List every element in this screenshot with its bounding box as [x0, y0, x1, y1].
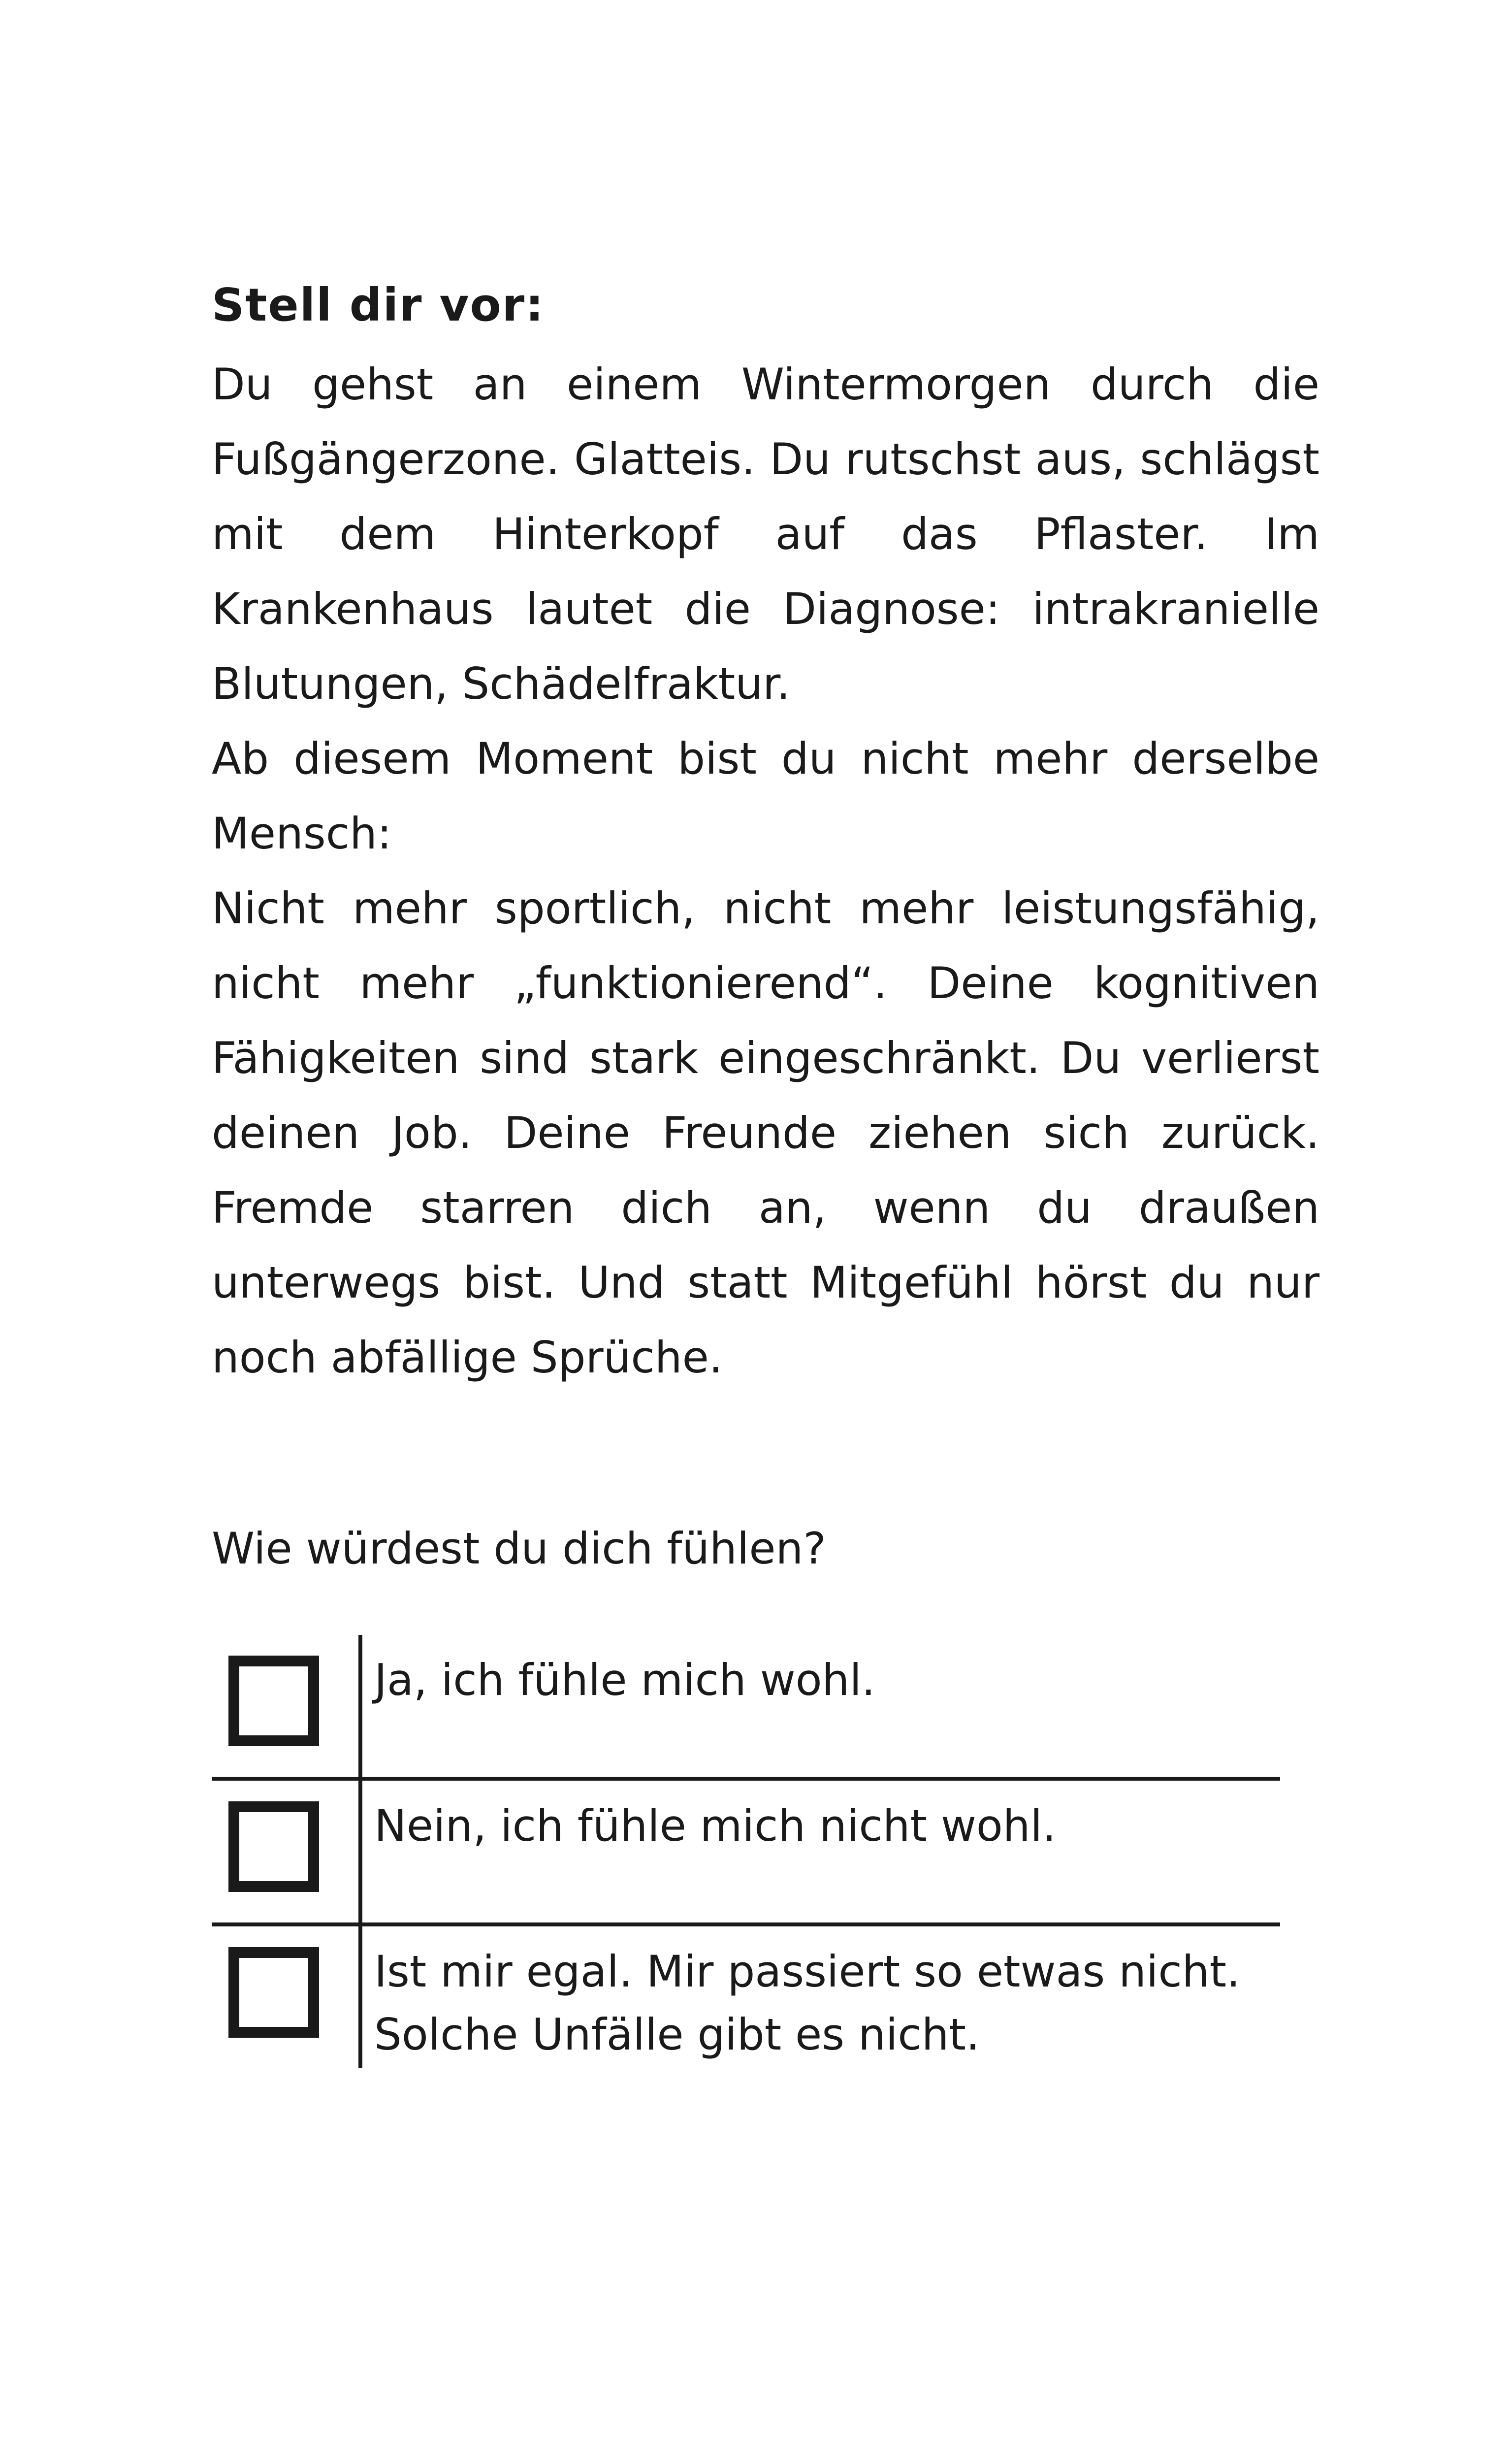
- option-row-3: [212, 1922, 1280, 2068]
- option-row-2: [212, 1777, 1280, 1922]
- option-label-2: Nein, ich fühle mich nicht wohl.: [374, 1800, 1056, 1851]
- checkbox-option-3[interactable]: [228, 1947, 319, 2038]
- checkbox-cell: [212, 1781, 362, 1922]
- paragraph-3: Nicht mehr sportlich, nicht mehr leistungsfähig, nicht mehr „funktionierend“. Deine kognitiven Fähigkeiten sind stark eingeschränkt. Du verlierst deinen Job. Deine Freunde ziehen sich zurück. Fremde starren dich an, wenn du draußen unterwegs bist. Und statt Mitgefühl hörst du nur noch abfällige Sprüche.: [212, 883, 1319, 1383]
- option-row-1: [212, 1635, 1280, 1777]
- paragraph-1: Du gehst an einem Wintermorgen durch die Fußgängerzone. Glatteis. Du rutschst aus, schlägst mit dem Hinterkopf auf das Pflaster. Im Krankenhaus lautet die Diagnose: intrakranielle Blutungen, Schädelfraktur.: [212, 359, 1319, 709]
- option-label-1: Ja, ich fühle mich wohl.: [374, 1655, 875, 1705]
- story-text: [212, 347, 1319, 1395]
- option-label-3: Ist mir egal. Mir passiert so etwas nicht. Solche Unfälle gibt es nicht.: [374, 1946, 1241, 2060]
- heading: Stell dir vor:: [212, 279, 545, 331]
- checkbox-cell: [212, 1926, 362, 2068]
- checkbox-cell: [212, 1635, 362, 1777]
- answer-options: [212, 1635, 1280, 2068]
- paragraph-2: Ab diesem Moment bist du nicht mehr derselbe Mensch:: [212, 733, 1319, 859]
- checkbox-option-2[interactable]: [228, 1801, 319, 1892]
- question: Wie würdest du dich fühlen?: [212, 1523, 826, 1574]
- checkbox-option-1[interactable]: [228, 1656, 319, 1746]
